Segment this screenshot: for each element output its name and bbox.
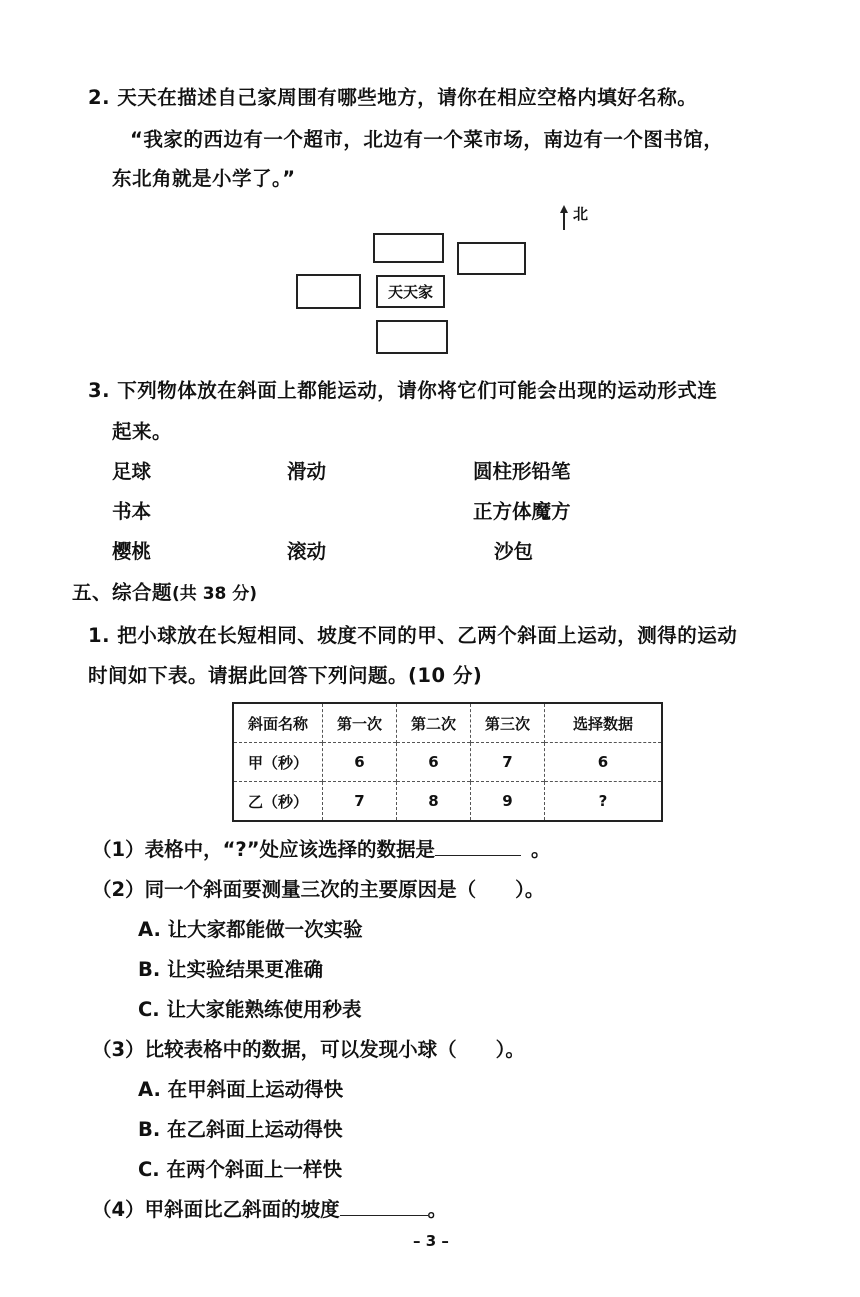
sub-question-4-text: （4）甲斜面比乙斜面的坡度 [92, 1198, 340, 1221]
table-cell: 甲（秒） [233, 743, 323, 782]
table-row [233, 782, 662, 822]
page-number: – 3 – [413, 1232, 449, 1250]
table-header-cell: 选择数据 [545, 703, 663, 743]
sub-question-3-option-b[interactable]: B. 在乙斜面上运动得快 [138, 1118, 343, 1141]
south-answer-box[interactable] [376, 320, 448, 354]
sub-question-3: （3）比较表格中的数据，可以发现小球（ ）。 [92, 1038, 525, 1061]
question-3-title-line2: 起来。 [112, 420, 173, 443]
table-header-row [233, 703, 662, 743]
table-header-cell: 第二次 [397, 703, 471, 743]
sub-question-4-suffix: 。 [427, 1198, 448, 1221]
table-header-cell: 第一次 [323, 703, 397, 743]
problem-1-line1: 1. 把小球放在长短相同、坡度不同的甲、乙两个斜面上运动，测得的运动 [88, 624, 738, 647]
northeast-answer-box[interactable] [457, 242, 526, 275]
object-football[interactable]: 足球 [112, 460, 152, 483]
table-cell: 6 [323, 743, 397, 782]
question-2-quote-line1: “我家的西边有一个超市，北边有一个菜市场，南边有一个图书馆， [130, 128, 724, 151]
table-cell: 7 [323, 782, 397, 822]
sub-question-2-option-b[interactable]: B. 让实验结果更准确 [138, 958, 324, 981]
sub-question-1 [92, 834, 551, 862]
object-cherry[interactable]: 樱桃 [112, 540, 152, 563]
home-box [376, 275, 445, 308]
incline-time-table [232, 702, 663, 822]
sub-question-2-option-c[interactable]: C. 让大家能熟练使用秒表 [138, 998, 362, 1021]
sub-question-4-blank[interactable] [340, 1197, 428, 1216]
object-pencil[interactable]: 圆柱形铅笔 [473, 460, 571, 483]
section-5-title: 五、综合题 [72, 581, 173, 604]
object-book[interactable]: 书本 [112, 500, 152, 523]
home-label: 天天家 [387, 283, 433, 301]
sub-question-2: （2）同一个斜面要测量三次的主要原因是（ ）。 [92, 878, 545, 901]
sub-question-3-option-c[interactable]: C. 在两个斜面上一样快 [138, 1158, 343, 1181]
sub-question-1-text: （1）表格中，“?”处应该选择的数据是 [92, 838, 436, 861]
table-cell: 7 [471, 743, 545, 782]
table-header-cell: 斜面名称 [247, 714, 308, 733]
object-cube[interactable]: 正方体魔方 [473, 500, 571, 523]
section-5-heading [72, 577, 257, 605]
table-header-cell: 第三次 [471, 703, 545, 743]
table-cell: 8 [397, 782, 471, 822]
section-5-score: (共 38 分) [172, 584, 258, 604]
north-answer-box[interactable] [373, 233, 444, 263]
sub-question-3-option-a[interactable]: A. 在甲斜面上运动得快 [138, 1078, 344, 1101]
question-2-title: 2. 天天在描述自己家周围有哪些地方，请你在相应空格内填好名称。 [88, 86, 698, 109]
sub-question-1-suffix: 。 [531, 838, 551, 861]
sub-question-4 [92, 1194, 447, 1222]
motion-sliding[interactable]: 滑动 [287, 460, 327, 483]
table-cell: 6 [397, 743, 471, 782]
table-cell: 9 [471, 782, 545, 822]
table-row [233, 743, 662, 782]
question-2-quote-line2: 东北角就是小学了。” [112, 167, 296, 190]
object-sandbag[interactable]: 沙包 [494, 540, 534, 563]
north-label: 北 [573, 205, 589, 223]
table-cell: 6 [545, 743, 663, 782]
question-3-title-line1: 3. 下列物体放在斜面上都能运动，请你将它们可能会出现的运动形式连 [88, 379, 718, 402]
sub-question-1-blank[interactable] [435, 837, 521, 856]
table-cell: 乙（秒） [233, 782, 323, 822]
west-answer-box[interactable] [296, 274, 361, 309]
table-cell: ? [545, 782, 663, 822]
motion-rolling[interactable]: 滚动 [287, 540, 327, 563]
problem-1-line2: 时间如下表。请据此回答下列问题。(10 分) [88, 664, 483, 687]
sub-question-2-option-a[interactable]: A. 让大家都能做一次实验 [138, 918, 363, 941]
